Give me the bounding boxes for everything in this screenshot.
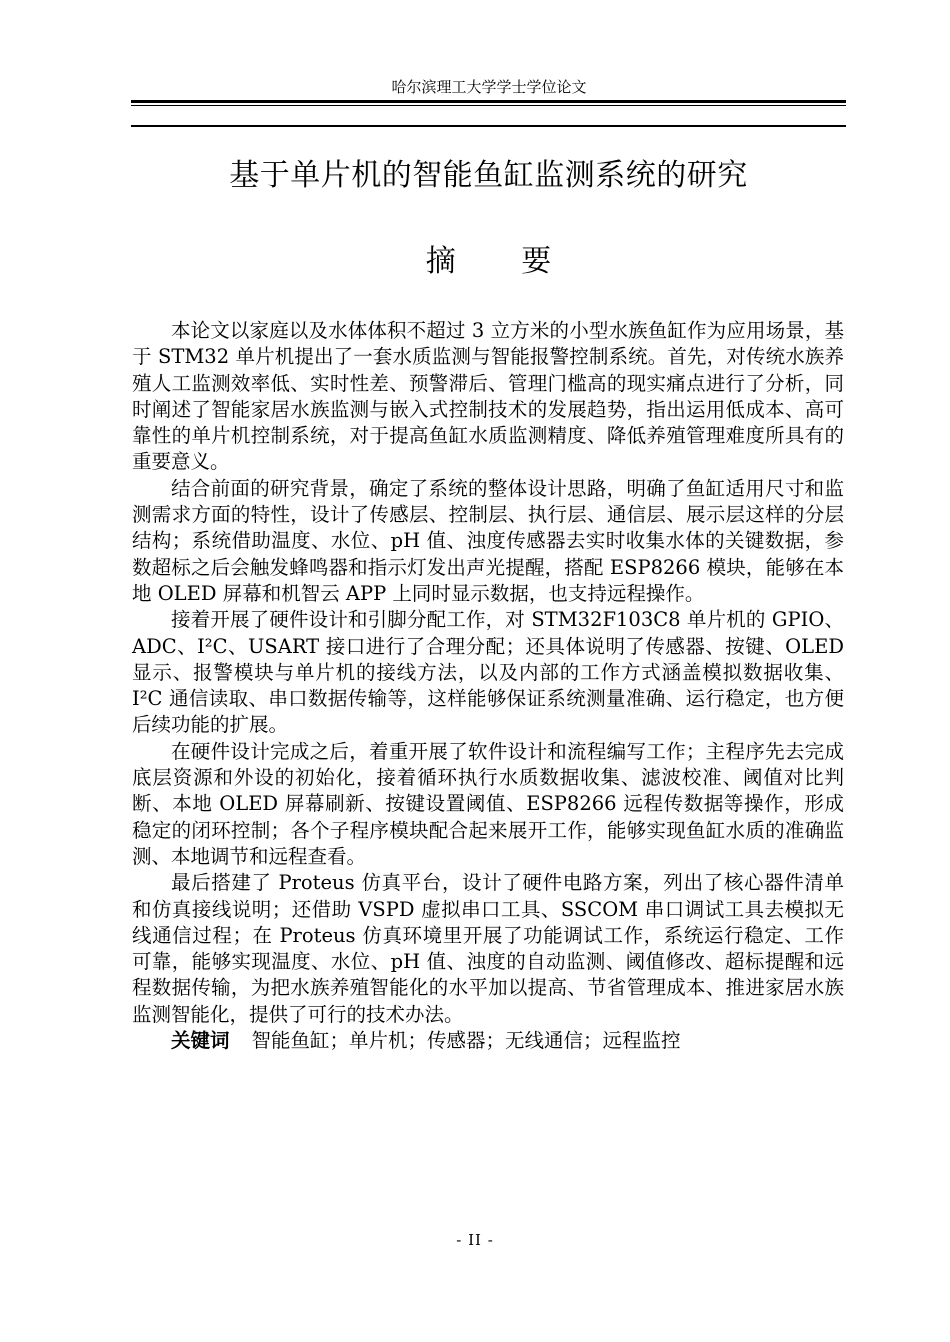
abstract-paragraph-3: 接着开展了硬件设计和引脚分配工作，对 STM32F103C8 单片机的 GPIO、ADC、I²C、USART 接口进行了合理分配；还具体说明了传感器、按键、OLED 显示、报警模块与单片机的接线方法，以及内部的工作方式涵盖模拟数据收集、I²C 通信读取、串口数据传输等，这样能够保证系统测量准确、运行稳定，也方便后续功能的扩展。 [132, 608, 844, 737]
header-rule-lower [131, 125, 846, 127]
abstract-paragraph-4: 在硬件设计完成之后，着重开展了软件设计和流程编写工作；主程序先去完成底层资源和外设的初始化，接着循环执行水质数据收集、滤波校准、阈值对比判断、本地 OLED 屏幕刷新、按键设置阈值、ESP8266 远程传数据等操作，形成稳定的闭环控制；各个子程序模块配合起来展开工作，能够实现鱼缸水质的准确监测、本地调节和远程查看。 [132, 739, 844, 868]
running-header: 哈尔滨理工大学学士学位论文 [391, 78, 587, 96]
thesis-title: 基于单片机的智能鱼缸监测系统的研究 [229, 158, 748, 193]
abstract-paragraph-2: 结合前面的研究背景，确定了系统的整体设计思路，明确了鱼缸适用尺寸和监测需求方面的特性，设计了传感层、控制层、执行层、通信层、展示层这样的分层结构；系统借助温度、水位、pH 值、浊度传感器去实时收集水体的关键数据，参数超标之后会触发蜂鸣器和指示灯发出声光提醒，搭配 ESP8266 模块，能够在本地 OLED 屏幕和机智云 APP 上同时显示数据，也支持远程操作。 [132, 476, 844, 605]
keywords-label: 关键词 [171, 1029, 230, 1053]
page-number: - II - [456, 1231, 494, 1249]
header-rule-thin [131, 105, 846, 106]
abstract-paragraph-5: 最后搭建了 Proteus 仿真平台，设计了硬件电路方案，列出了核心器件清单和仿真接线说明；还借助 VSPD 虚拟串口工具、SSCOM 串口调试工具去模拟无线通信过程；在 Proteus 仿真环境里开展了功能调试工作，系统运行稳定、工作可靠，能够实现温度、水位、pH 值、浊度的自动监测、阈值修改、超标提醒和远程数据传输，为把水族养殖智能化的水平加以提高、节省管理成本、推进家居水族监测智能化，提供了可行的技术办法。 [132, 871, 844, 1026]
abstract-heading: 摘 要 [425, 244, 580, 279]
header-rule-thick [131, 100, 846, 103]
keywords-line [132, 1028, 844, 1054]
abstract-body [132, 318, 844, 1054]
abstract-paragraph-1: 本论文以家庭以及水体体积不超过 3 立方米的小型水族鱼缸作为应用场景，基于 STM32 单片机提出了一套水质监测与智能报警控制系统。首先，对传统水族养殖人工监测效率低、实时性差、预警滞后、管理门槛高的现实痛点进行了分析，同时阐述了智能家居水族监测与嵌入式控制技术的发展趋势，指出运用低成本、高可靠性的单片机控制系统，对于提高鱼缸水质监测精度、降低养殖管理难度所具有的重要意义。 [132, 319, 844, 474]
keywords-list: 智能鱼缸；单片机；传感器；无线通信；远程监控 [251, 1029, 681, 1053]
